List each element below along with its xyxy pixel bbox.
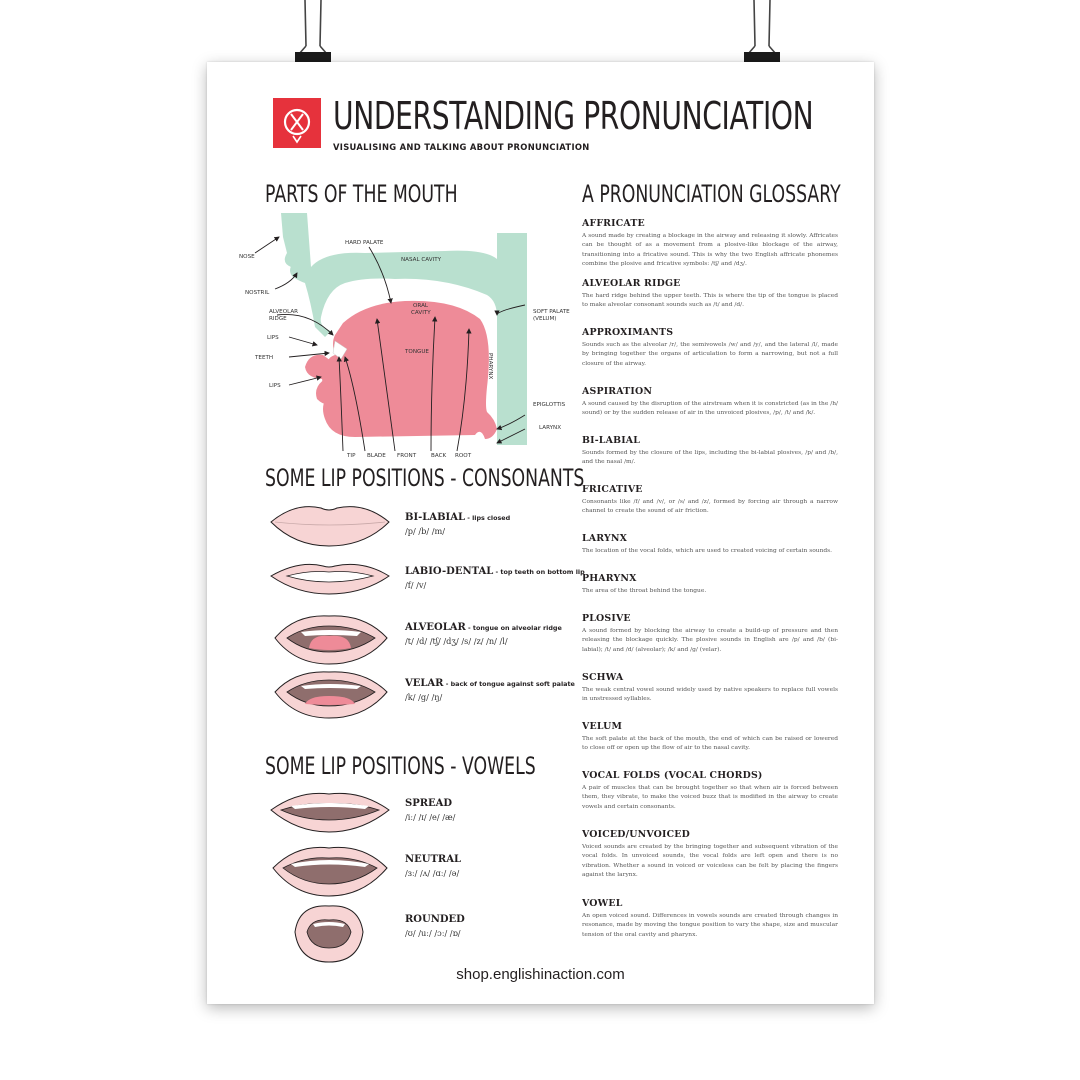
consonant-name: ALVEOLAR (405, 622, 466, 633)
glossary-term: APPROXIMANTS (582, 327, 674, 338)
lips-velar-illustration (265, 664, 395, 724)
consonant-item (265, 552, 595, 608)
consonant-symbols: /p/ /b/ /m/ (405, 526, 446, 536)
poster-title: UNDERSTANDING PRONUNCIATION (333, 94, 814, 138)
lips-rounded-illustration (265, 900, 395, 964)
consonant-symbols: /f/ /v/ (405, 580, 427, 590)
glossary-entry (582, 573, 838, 596)
consonant-item (265, 608, 595, 664)
brand-logo (273, 98, 321, 148)
consonant-desc: - back of tongue against soft palate (443, 680, 575, 688)
consonant-desc: - top teeth on bottom lip (493, 568, 585, 576)
glossary-entry (582, 218, 838, 270)
vowel-name: SPREAD (405, 798, 453, 809)
section-title-mouth: PARTS OF THE MOUTH (265, 180, 458, 208)
poster-subtitle: VISUALISING AND TALKING ABOUT PRONUNCIATION (333, 142, 590, 152)
nose-shape (281, 213, 310, 271)
label-soft-palate-2: (VELUM) (533, 316, 557, 322)
glossary-entry (582, 533, 838, 556)
glossary-entry (582, 386, 838, 419)
consonant-desc: - tongue on alveolar ridge (465, 624, 562, 632)
poster (207, 62, 874, 1004)
mouth-diagram (235, 207, 570, 459)
glossary-entry (582, 435, 838, 468)
label-tongue: TONGUE (405, 349, 429, 355)
glossary-entry (582, 672, 838, 705)
glossary-entry (582, 770, 838, 812)
label-nasal-cavity: NASAL CAVITY (401, 257, 442, 263)
consonant-name: VELAR (405, 678, 444, 689)
label-back: BACK (431, 453, 447, 459)
glossary-term: ASPIRATION (582, 386, 653, 397)
label-larynx: LARYNX (539, 425, 562, 431)
label-alveolar-ridge-1: ALVEOLAR (269, 309, 299, 315)
glossary-definition: A pair of muscles that can be brought together so that when air is forced between them, they vibrate, to make the voiced buzz that is modified in the airway to create vowels and certain consonants. (582, 785, 838, 810)
footer-url[interactable]: shop.englishinaction.com (456, 966, 625, 983)
glossary-definition: The location of the vocal folds, which are used to created voicing of certain sounds. (582, 548, 833, 554)
glossary-entry (582, 721, 838, 754)
glossary-definition: The weak central vowel sound widely used by native speakers to replace full vowels in unstressed syllables. (582, 687, 838, 703)
section-title-vowels: SOME LIP POSITIONS - VOWELS (265, 752, 536, 780)
glossary-term: BI-LABIAL (582, 435, 641, 446)
label-teeth: TEETH (255, 355, 274, 361)
glossary-definition: The area of the throat behind the tongue. (582, 588, 707, 594)
vowel-symbols: /ɜː/ /ʌ/ /ɑː/ /ə/ (405, 868, 460, 878)
label-pharynx: PHARYNX (487, 353, 493, 380)
lips-closed-illustration (265, 496, 395, 552)
vowel-name: NEUTRAL (405, 854, 462, 865)
vowel-item (265, 840, 595, 896)
lips-neutral-illustration (265, 840, 395, 900)
tongue-shape (322, 301, 497, 439)
glossary-term: SCHWA (582, 672, 624, 683)
section-title-consonants: SOME LIP POSITIONS - CONSONANTS (265, 464, 585, 492)
glossary-entry (582, 327, 838, 369)
glossary-definition: A sound caused by the disruption of the airstream when it is constricted (as in the /h/ sound) or by the sudden release of air in the unvoiced plosives, /p/, /t/ and /k/. (582, 401, 838, 417)
label-nose: NOSE (239, 254, 255, 260)
consonant-symbols: /t/ /d/ /tʃ/ /dʒ/ /s/ /z/ /n/ /l/ (405, 636, 508, 646)
glossary-definition: A sound formed by blocking the airway to create a build-up of pressure and then releasing the blockage quickly. The plosive sounds in English are /p/ and /b/ (bi-labial); /t/ and /d/ (alveolar); /k/ and /g/ (velar). (582, 628, 838, 653)
vowel-item (265, 784, 595, 840)
glossary-term: FRICATIVE (582, 484, 643, 495)
glossary-definition: Sounds formed by the closure of the lips, including the bi-labial plosives, /p/ and /b/, and the nasal /m/. (582, 450, 838, 466)
lips-alveolar-illustration (265, 608, 395, 668)
label-lips-upper: LIPS (267, 335, 279, 341)
consonant-desc: - lips closed (465, 514, 511, 522)
glossary-definition: Sounds such as the alveolar /r/, the semivowels /w/ and /y/, and the lateral /l/, made by bringing together the organs of articulation to form a narrowing, but not a full closure of the airway. (582, 342, 838, 367)
glossary-term: ALVEOLAR RIDGE (582, 278, 681, 289)
glossary-definition: Consonants like /f/ and /v/, or /s/ and /z/, formed by forcing air through a narrow channel to create the sound of air friction. (582, 499, 838, 515)
glossary-entry (582, 898, 838, 940)
label-oral-cavity-1: ORAL (413, 303, 429, 309)
glossary-definition: The hard ridge behind the upper teeth. This is where the tip of the tongue is placed to make alveolar consonant sounds such as /t/ and /d/. (582, 293, 838, 309)
label-alveolar-ridge-2: RIDGE (269, 316, 287, 322)
consonant-item (265, 496, 595, 552)
glossary-term: PHARYNX (582, 573, 637, 584)
vowel-symbols: /ʊ/ /uː/ /ɔː/ /ɒ/ (405, 928, 461, 938)
consonant-item (265, 664, 595, 720)
glossary-term: PLOSIVE (582, 613, 631, 624)
lips-spread-illustration (265, 784, 395, 840)
label-blade: BLADE (367, 453, 386, 459)
glossary-term: VOWEL (582, 898, 623, 909)
label-hard-palate: HARD PALATE (345, 240, 384, 246)
label-root: ROOT (455, 453, 472, 459)
glossary-term: VOICED/UNVOICED (582, 829, 690, 840)
glossary-definition: The soft palate at the back of the mouth, the end of which can be raised or lowered to close off or open up the flow of air to the nasal cavity. (582, 736, 838, 752)
glossary-definition: An open voiced sound. Differences in vowels sounds are created through changes in resonance, made by moving the tongue position to vary the shape, size and muscular tension of the oral cavity and pharynx. (582, 913, 838, 938)
vowel-name: ROUNDED (405, 914, 465, 925)
label-soft-palate-1: SOFT PALATE (533, 309, 570, 315)
label-front: FRONT (397, 453, 417, 459)
label-nostril: NOSTRIL (245, 290, 270, 296)
glossary-entry (582, 278, 838, 311)
glossary-definition: A sound made by creating a blockage in the airway and releasing it slowly. Affricates can be thought of as a movement from a plosive-like blockage of the airway, transitioning into a fricative sound. This is why the two English affricate phonemes combine the plosive and fricative symbols: /tʃ/ and /dʒ/. (582, 233, 838, 268)
lips-dental-illustration (265, 552, 395, 608)
glossary-definition: Voiced sounds are created by the bringing together and subsequent vibration of the vocal folds. In unvoiced sounds, the vocal folds are left open and there is no vibration. Whether a sound in voiced or voiceless can be felt by placing the fingers against the larynx. (582, 844, 838, 879)
glossary-entry (582, 613, 838, 655)
label-epiglottis: EPIGLOTTIS (533, 402, 566, 408)
consonant-name: LABIO-DENTAL (405, 566, 494, 577)
glossary-term: LARYNX (582, 533, 628, 544)
glossary-term: VOCAL FOLDS (VOCAL CHORDS) (582, 770, 763, 781)
section-title-glossary: A PRONUNCIATION GLOSSARY (582, 180, 841, 208)
glossary-term: AFFRICATE (582, 218, 645, 229)
consonant-symbols: /k/ /g/ /ŋ/ (405, 692, 443, 702)
consonant-name: BI-LABIAL (405, 512, 465, 523)
vowel-item (265, 900, 595, 964)
vowel-symbols: /iː/ /ɪ/ /e/ /æ/ (405, 812, 456, 822)
label-tip: TIP (347, 453, 356, 459)
glossary-entry (582, 829, 838, 881)
glossary-term: VELUM (582, 721, 623, 732)
label-lips-lower: LIPS (269, 383, 281, 389)
label-oral-cavity-2: CAVITY (411, 310, 431, 316)
glossary-entry (582, 484, 838, 517)
